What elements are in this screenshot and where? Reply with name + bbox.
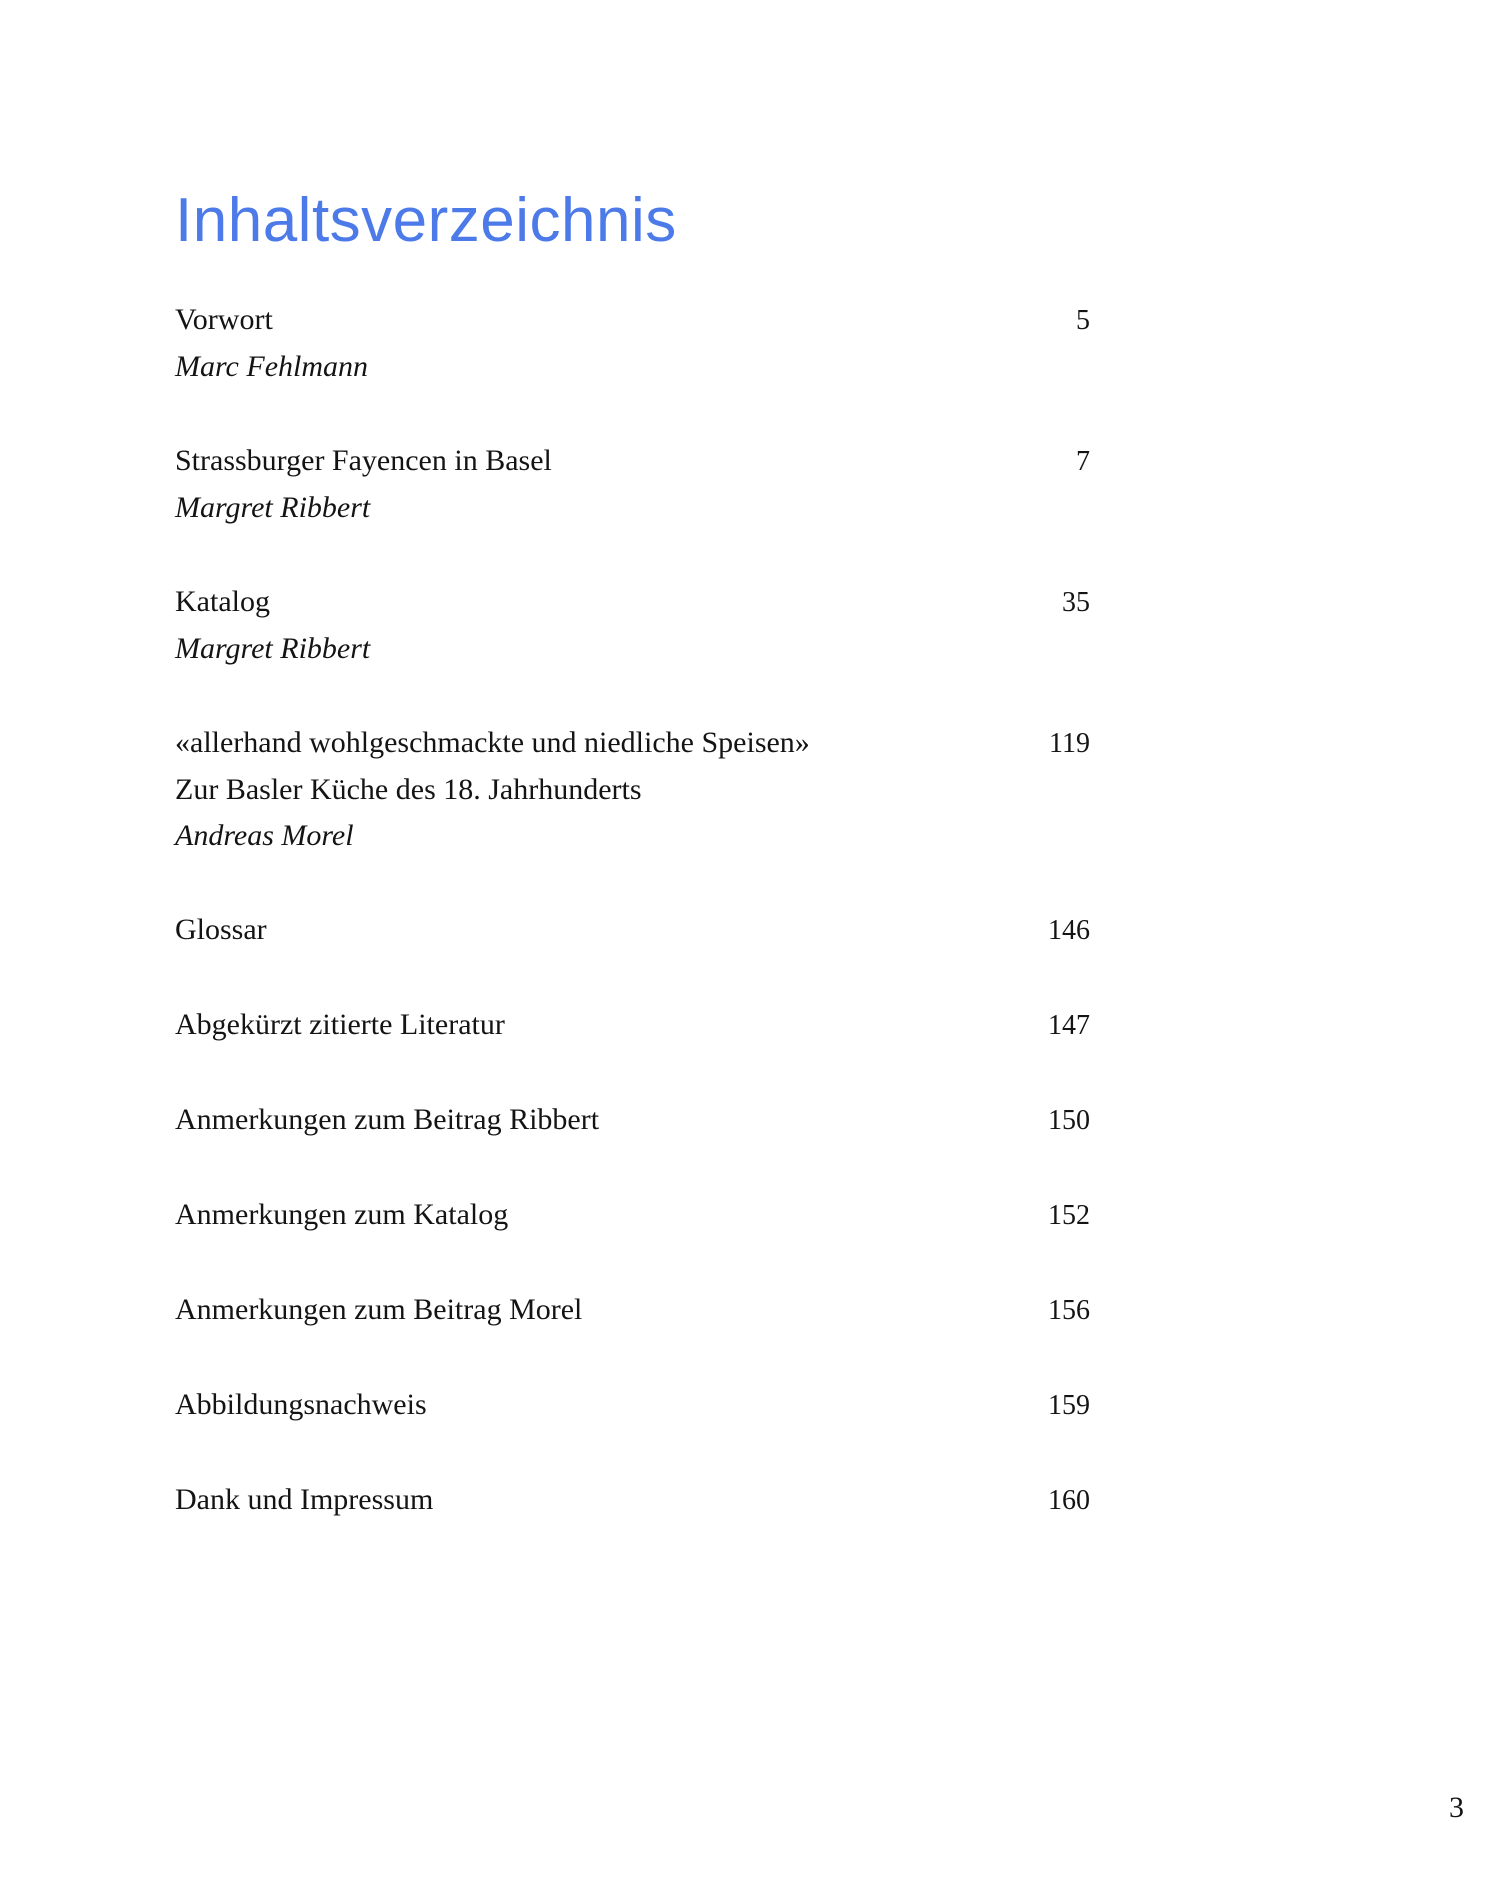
toc-entry-anmerkungen-ribbert (175, 1097, 1090, 1144)
entry-page-number: 35 (1062, 587, 1090, 618)
entry-title: Dank und Impressum (175, 1483, 434, 1516)
toc-list (175, 297, 1090, 1524)
entry-title: Abgekürzt zitierte Literatur (175, 1008, 505, 1041)
entry-page-number: 5 (1076, 305, 1090, 336)
entry-title: Glossar (175, 913, 267, 946)
toc-entry-row (175, 579, 1090, 626)
toc-entry-anmerkungen-morel (175, 1287, 1090, 1334)
toc-entry-strassburger-fayencen (175, 438, 1090, 531)
entry-page-number: 7 (1076, 446, 1090, 477)
entry-page-number: 156 (1048, 1295, 1090, 1326)
toc-entry-abbildungsnachweis (175, 1382, 1090, 1429)
entry-page-number: 146 (1048, 915, 1090, 946)
entry-author: Margret Ribbert (175, 632, 371, 665)
entry-page-number: 159 (1048, 1390, 1090, 1421)
entry-page-number: 150 (1048, 1105, 1090, 1136)
entry-page-number: 147 (1048, 1010, 1090, 1041)
entry-title: «allerhand wohlgeschmackte und niedliche Speisen» (175, 726, 810, 759)
entry-page-number: 152 (1048, 1200, 1090, 1231)
page-folio: 3 (1449, 1791, 1464, 1824)
entry-page-number: 119 (1049, 728, 1090, 759)
page-title: Inhaltsverzeichnis (175, 186, 677, 255)
toc-entry-anmerkungen-katalog (175, 1192, 1090, 1239)
toc-entry-abgekuerzt-zitierte-literatur (175, 1002, 1090, 1049)
entry-title: Anmerkungen zum Beitrag Ribbert (175, 1103, 600, 1136)
toc-entry-allerhand-speisen (175, 720, 1090, 859)
toc-entry-row (175, 1097, 1090, 1144)
entry-author: Marc Fehlmann (175, 350, 369, 383)
entry-author: Margret Ribbert (175, 491, 371, 524)
toc-entry-katalog (175, 579, 1090, 672)
toc-entry-glossar (175, 907, 1090, 954)
entry-title: Strassburger Fayencen in Basel (175, 444, 552, 477)
entry-title: Vorwort (175, 303, 273, 336)
toc-entry-row (175, 1382, 1090, 1429)
toc-entry-row (175, 907, 1090, 954)
entry-title: Anmerkungen zum Beitrag Morel (175, 1293, 583, 1326)
entry-subtitle: Zur Basler Küche des 18. Jahrhunderts (175, 773, 642, 806)
toc-entry-row (175, 1002, 1090, 1049)
toc-entry-row (175, 1192, 1090, 1239)
toc-entry-row (175, 297, 1090, 344)
toc-entry-row (175, 720, 1090, 767)
entry-title: Katalog (175, 585, 270, 618)
toc-entry-row (175, 1287, 1090, 1334)
toc-entry-row (175, 1477, 1090, 1524)
entry-author: Andreas Morel (175, 819, 354, 852)
toc-entry-dank-impressum (175, 1477, 1090, 1524)
entry-page-number: 160 (1048, 1485, 1090, 1516)
toc-entry-vorwort (175, 297, 1090, 390)
entry-title: Anmerkungen zum Katalog (175, 1198, 509, 1231)
toc-entry-row (175, 438, 1090, 485)
entry-title: Abbildungsnachweis (175, 1388, 427, 1421)
